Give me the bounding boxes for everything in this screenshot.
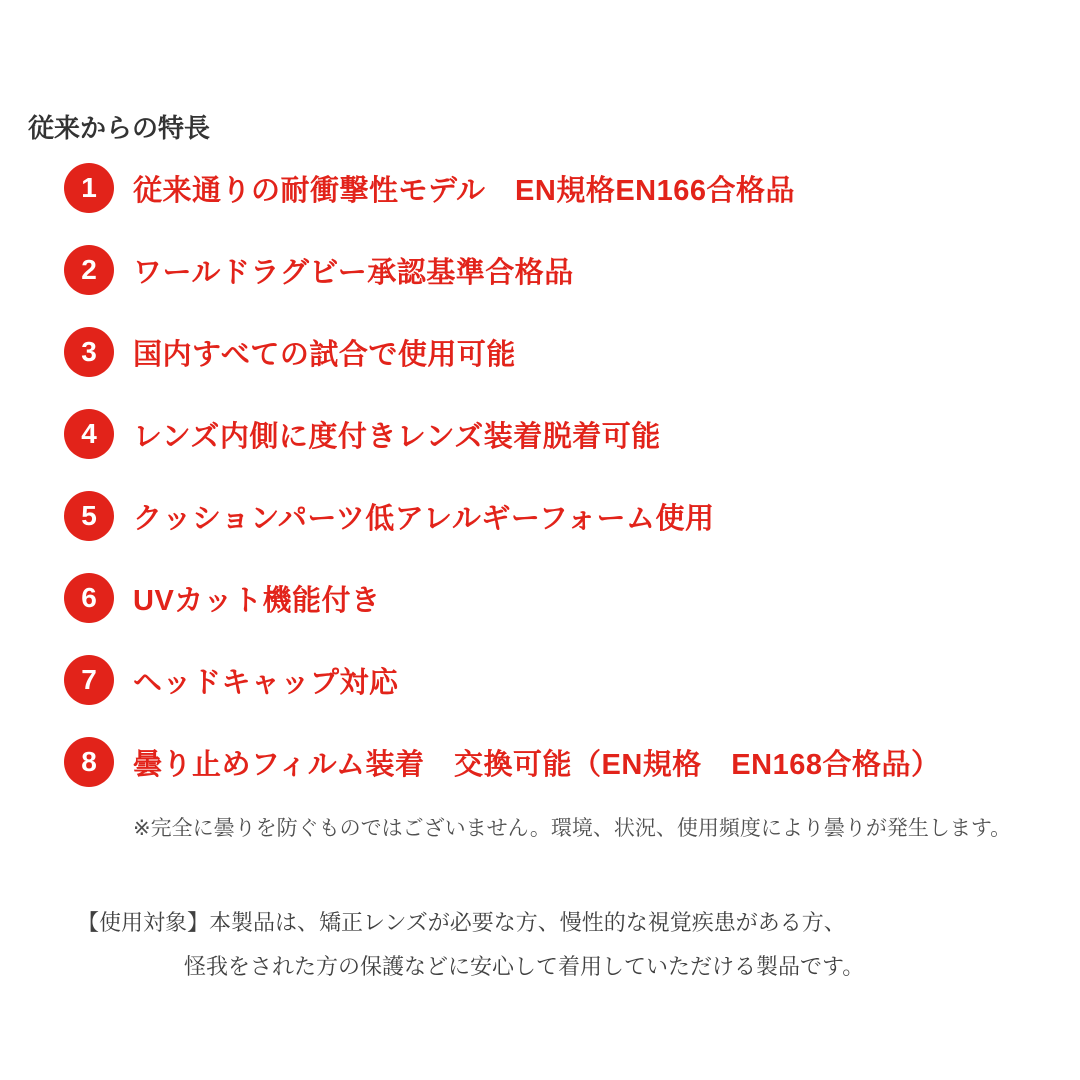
feature-number-badge: 3 — [64, 327, 114, 377]
feature-number-badge: 4 — [64, 409, 114, 459]
feature-number-badge: 2 — [64, 245, 114, 295]
feature-text: レンズ内側に度付きレンズ装着脱着可能 — [133, 420, 661, 453]
usage-target-line2: 怪我をされた方の保護などに安心して着用していただける製品です。 — [184, 954, 865, 979]
feature-item-6 — [64, 573, 940, 623]
section-title: 従来からの特長 — [28, 113, 211, 143]
feature-list — [64, 163, 940, 819]
feature-item-3 — [64, 327, 940, 377]
feature-item-2 — [64, 245, 940, 295]
feature-text: ワールドラグビー承認基準合格品 — [133, 256, 574, 289]
anti-fog-disclaimer: ※完全に曇りを防ぐものではございません。環境、状況、使用頻度により曇りが発生します。 — [133, 817, 1012, 840]
feature-text: 従来通りの耐衝撃性モデル EN規格EN166合格品 — [133, 174, 796, 207]
feature-item-1 — [64, 163, 940, 213]
feature-number-badge: 6 — [64, 573, 114, 623]
feature-text: UVカット機能付き — [133, 584, 381, 617]
feature-number-badge: 1 — [64, 163, 114, 213]
feature-text: ヘッドキャップ対応 — [133, 666, 399, 699]
feature-item-4 — [64, 409, 940, 459]
usage-target-line1: 【使用対象】本製品は、矯正レンズが必要な方、慢性的な視覚疾患がある方、 — [77, 910, 846, 935]
feature-item-7 — [64, 655, 940, 705]
feature-number-badge: 5 — [64, 491, 114, 541]
feature-number-badge: 8 — [64, 737, 114, 787]
feature-item-5 — [64, 491, 940, 541]
feature-text: 国内すべての試合で使用可能 — [133, 338, 516, 371]
feature-item-8 — [64, 737, 940, 787]
feature-text: 曇り止めフィルム装着 交換可能（EN規格 EN168合格品） — [133, 748, 941, 781]
feature-text: クッションパーツ低アレルギーフォーム使用 — [133, 502, 715, 535]
feature-number-badge: 7 — [64, 655, 114, 705]
